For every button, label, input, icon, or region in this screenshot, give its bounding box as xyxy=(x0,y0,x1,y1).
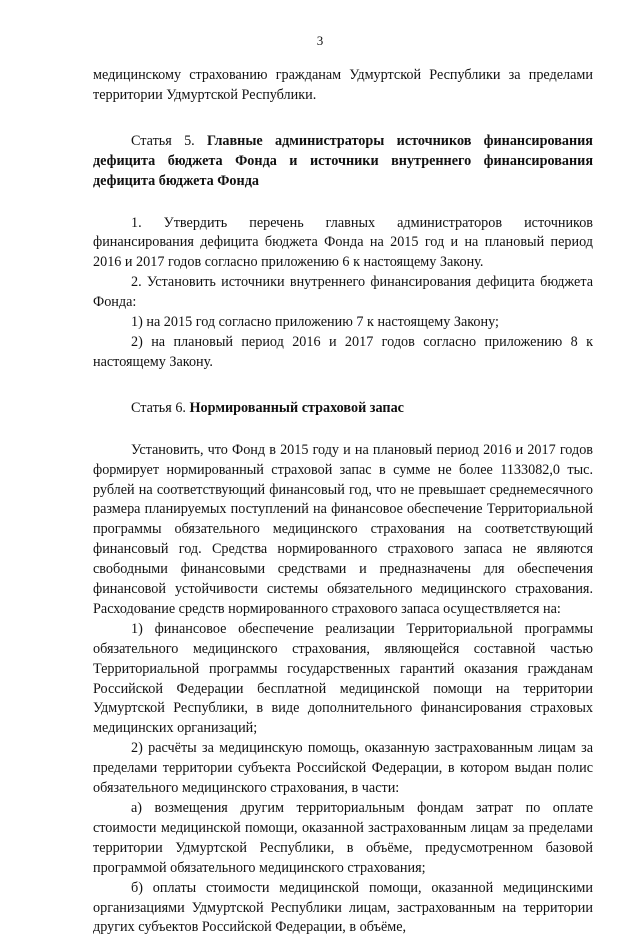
article-5-paragraph: 1) на 2015 год согласно приложению 7 к настоящему Закону; xyxy=(131,314,499,331)
article-6-heading xyxy=(93,399,593,419)
page-number: 3 xyxy=(316,33,324,48)
article-6-paragraph: б) оплаты стоимости медицинской помощи, оказанной медицинскими организациями Удмуртской Республики лицам, застрахованным на территории других субъектов Российской Федерации, в объёме, xyxy=(93,879,593,936)
article-5-label: Статья 5. xyxy=(131,132,195,149)
article-5-paragraph: 2) на плановый период 2016 и 2017 годов согласно приложению 8 к настоящему Закону. xyxy=(93,333,593,370)
article-5-heading xyxy=(93,132,593,192)
article-5-paragraph: 1. Утвердить перечень главных администраторов источников финансирования дефицита бюджета Фонда на 2015 год и на плановый период 2016 и 2017 годов согласно приложению 6 к настоящему Закону. xyxy=(93,214,593,271)
article-5-paragraph: 2. Установить источники внутреннего финансирования дефицита бюджета Фонда: xyxy=(93,274,593,311)
document-body xyxy=(93,66,593,938)
article-6-title: Нормированный страховой запас xyxy=(189,399,404,416)
article-5-title: Главные администраторы источников финансирования дефицита бюджета Фонда и источники внутреннего финансирования дефицита бюджета Фонда xyxy=(93,132,593,189)
article-6-paragraph: Установить, что Фонд в 2015 году и на плановый период 2016 и 2017 годов формирует нормированный страховой запас в сумме не более 1133082,0 тыс. рублей на соответствующий финансовый год, что не превышает среднемесячного размера планируемых поступлений на финансовое обеспечение Территориальной программы обязательного медицинского страхования на соответствующий финансовый год. Средства нормированного страхового запаса не являются свободными финансовыми средствами и предназначены для обеспечения финансовой устойчивости системы обязательного медицинского страхования. Расходование средств нормированного страхового запаса осуществляется на: xyxy=(93,441,593,617)
intro-paragraph: медицинскому страхованию гражданам Удмуртской Республики за пределами территории Удмуртской Республики. xyxy=(93,67,593,103)
article-6-paragraph: 1) финансовое обеспечение реализации Территориальной программы обязательного медицинского страхования, являющейся составной частью Территориальной программы государственных гарантий оказания гражданам Российской Федерации бесплатной медицинской помощи на территории Удмуртской Республики, в виде дополнительного финансирования страховых медицинских организаций; xyxy=(93,620,593,737)
article-6-paragraph: 2) расчёты за медицинскую помощь, оказанную застрахованным лицам за пределами территории субъекта Российской Федерации, в котором выдан полис обязательного медицинского страхования, в части: xyxy=(93,740,593,797)
article-6-label: Статья 6. xyxy=(131,399,186,416)
article-6-paragraph: а) возмещения другим территориальным фондам затрат по оплате стоимости медицинской помощи, оказанной застрахованным лицам за пределами территории Удмуртской Республики, в объёме, предусмотренном базовой программой обязательного медицинского страхования; xyxy=(93,800,593,876)
